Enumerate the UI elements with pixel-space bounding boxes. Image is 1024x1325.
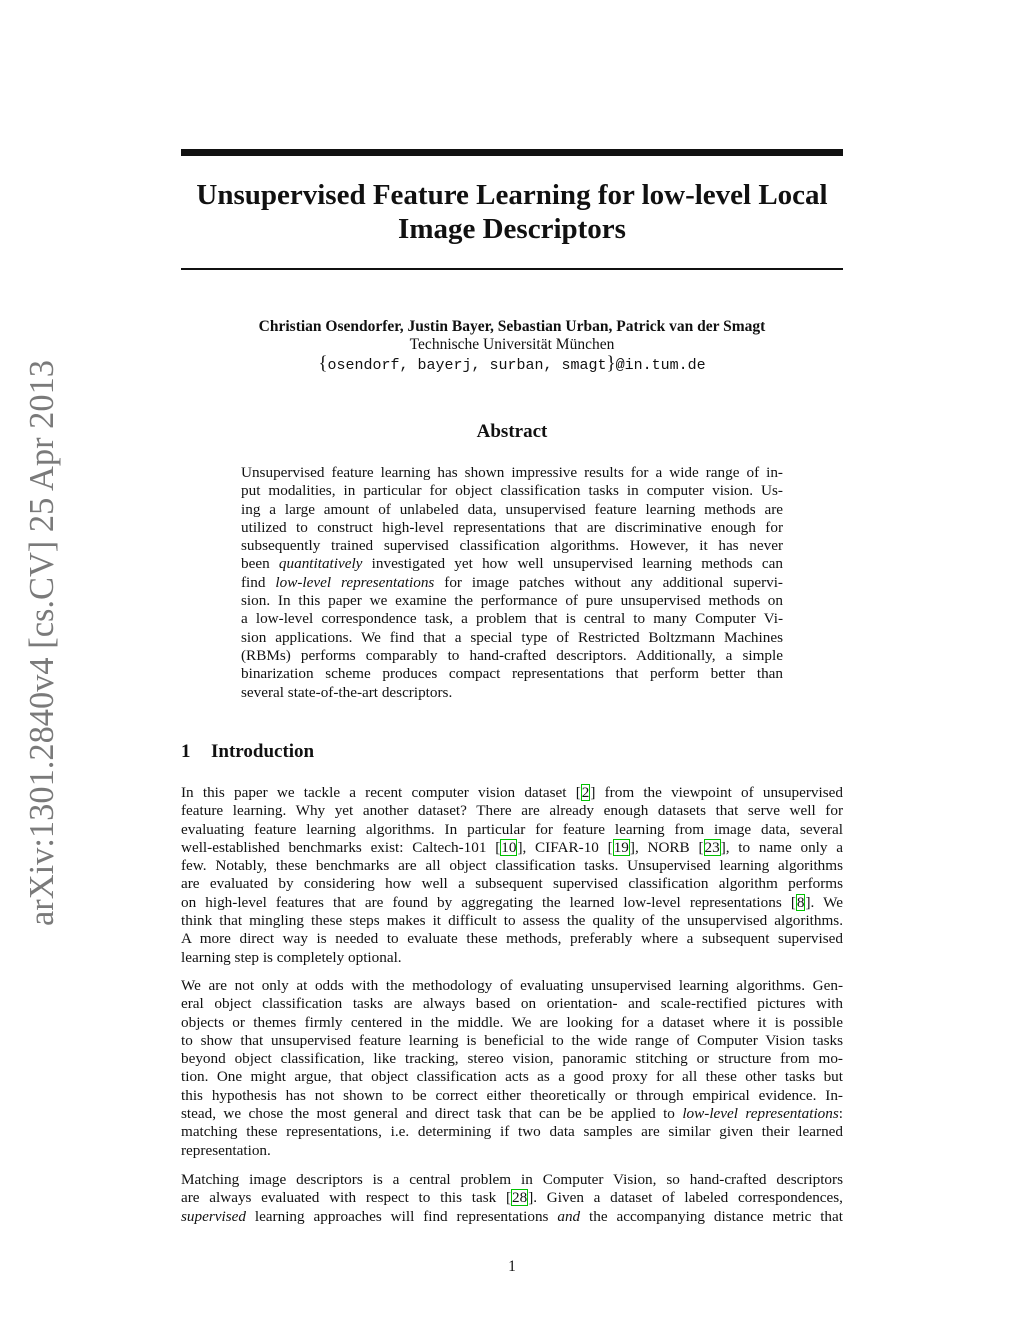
- abstract-line: put modalities, in particular for object classification tasks in computer vision. Us-: [241, 482, 783, 500]
- abstract-line: sion. In this paper we examine the performance of pure unsupervised methods on: [241, 592, 783, 610]
- paragraph-line: [181, 1189, 843, 1207]
- section-heading-introduction: [181, 740, 314, 764]
- paragraph-line: A more direct way is needed to evaluate these methods, preferably where a subsequent supervised: [181, 930, 843, 948]
- paragraph-line: evaluating feature learning algorithms. In particular for feature learning from image data, several: [181, 820, 843, 838]
- paragraph-line: matching these representations, i.e. determining if two data samples are similar given their learned: [181, 1123, 843, 1141]
- paragraph-line: eral object classification tasks are always based on orientation- and scale-rectified pictures with: [181, 995, 843, 1013]
- section-number: 1: [181, 741, 191, 762]
- citation-link[interactable]: 2: [581, 784, 590, 801]
- abstract-line: utilized to construct high-level representations that are discriminative enough for: [241, 518, 783, 536]
- text: In this paper we tackle a recent computer vision dataset [: [181, 784, 581, 801]
- page-number: 1: [508, 1258, 516, 1275]
- text: ], to name only a: [720, 838, 843, 856]
- abstract-line: ing a large amount of unlabeled data, unsupervised feature learning methods are: [241, 500, 783, 518]
- authors: Christian Osendorfer, Justin Bayer, Sebastian Urban, Patrick van der Smagt: [258, 318, 766, 335]
- citation-link[interactable]: 28: [512, 1189, 528, 1207]
- paragraph-line: We are not only at odds with the methodology of evaluating unsupervised learning algorithms. Gen-: [181, 977, 843, 994]
- intro-paragraph-2: [181, 977, 843, 1160]
- paragraph-line: few. Notably, these benchmarks are all object classification tasks. Unsupervised learning algorithms: [181, 857, 843, 875]
- citation-link[interactable]: 19: [613, 838, 629, 856]
- text: :: [838, 1105, 843, 1123]
- email-open-brace: {: [318, 353, 328, 374]
- text: ]. Given a dataset of labeled correspondences,: [528, 1189, 843, 1207]
- text: the accompanying distance metric that: [580, 1207, 843, 1225]
- affiliation: Technische Universität München: [409, 336, 615, 353]
- citation-link[interactable]: 10: [501, 838, 517, 856]
- emphasis: low-level representations: [275, 573, 435, 591]
- abstract-line: (RBMs) performs comparably to hand-crafted descriptors. Additionally, a simple: [241, 646, 783, 664]
- paragraph-line: [181, 1208, 843, 1226]
- text: well-established benchmarks exist: Caltech-101 [: [181, 838, 501, 856]
- text: ] from the viewpoint of unsupervised: [590, 784, 843, 801]
- author-emails: [181, 354, 843, 376]
- paragraph-line: feature learning. Why yet another dataset? There are already enough datasets that serve well for: [181, 802, 843, 820]
- paragraph-line: learning step is completely optional.: [181, 948, 402, 966]
- text: on high-level features that are found by aggregating the learned low-level representations [: [181, 893, 796, 911]
- paragraph-line: are evaluated by considering how well a subsequent supervised classification algorithm performs: [181, 875, 843, 893]
- abstract-line: [241, 555, 783, 573]
- text: learning approaches will find representations: [245, 1207, 558, 1225]
- abstract-text: find: [241, 573, 276, 591]
- paragraph-line: to show that unsupervised feature learning is beneficial to the wide range of Computer Vision tasks: [181, 1031, 843, 1049]
- abstract-line: sion applications. We find that a special type of Restricted Boltzmann Machines: [241, 628, 783, 646]
- title-line-1: Unsupervised Feature Learning for low-level Local: [196, 179, 828, 211]
- email-domain: @in.tum.de: [615, 357, 706, 374]
- emphasis: quantitatively: [278, 555, 363, 573]
- emphasis: and: [557, 1207, 581, 1225]
- email-names: osendorf, bayerj, surban, smagt: [327, 357, 607, 374]
- arxiv-id: arXiv:1301.2840v4 [cs.CV] 25 Apr 2013: [22, 358, 61, 926]
- paper-title: [181, 178, 843, 246]
- abstract-text: for image patches without any additional supervi-: [434, 573, 783, 591]
- paragraph-line: tion. One might argue, that object classification acts as a good proxy for all these other tasks but: [181, 1068, 843, 1086]
- paragraph-line: [181, 894, 843, 912]
- abstract-text: been: [241, 555, 279, 573]
- abstract-line: subsequently trained supervised classification algorithms. However, it has never: [241, 537, 783, 555]
- arxiv-stamp: [8, 358, 68, 928]
- text: ]. We: [805, 893, 843, 911]
- abstract-body: [241, 464, 783, 702]
- text: are always evaluated with respect to this task [: [181, 1189, 512, 1207]
- intro-paragraph-3: [181, 1171, 843, 1226]
- citation-link[interactable]: 8: [796, 893, 805, 911]
- paragraph-line: beyond object classification, like tracking, stereo vision, panoramic stitching or structure from mo-: [181, 1050, 843, 1068]
- abstract-line: [241, 574, 783, 592]
- paragraph-line: think that mingling these steps makes it difficult to assess the quality of the unsupervised algorithms.: [181, 912, 843, 930]
- email-close-brace: }: [606, 353, 616, 374]
- abstract-line: a low-level correspondence task, a problem that is central to many Computer Vi-: [241, 610, 783, 628]
- paragraph-line: this hypothesis has not shown to be correct either theoretically or through empirical evidence. In-: [181, 1086, 843, 1104]
- paragraph-line: representation.: [181, 1141, 271, 1159]
- citation-link[interactable]: 23: [704, 838, 720, 856]
- section-title: Introduction: [211, 741, 315, 762]
- paragraph-line: [181, 1105, 843, 1123]
- text: ], CIFAR-10 [: [517, 838, 613, 856]
- abstract-heading: Abstract: [476, 421, 548, 442]
- abstract-line: Unsupervised feature learning has shown impressive results for a wide range of in-: [241, 464, 783, 481]
- title-rule-bottom: [181, 268, 843, 270]
- text: stead, we chose the most general and direct task that can be be applied to: [181, 1105, 683, 1123]
- title-rule-top: [181, 149, 843, 156]
- abstract-line: binarization scheme produces compact representations that perform better than: [241, 665, 783, 683]
- abstract-line: several state-of-the-art descriptors.: [241, 683, 453, 701]
- paragraph-line: Matching image descriptors is a central problem in Computer Vision, so hand-crafted descriptors: [181, 1171, 843, 1188]
- paragraph-line: [181, 784, 843, 802]
- emphasis: low-level representations: [682, 1105, 839, 1123]
- abstract-text: investigated yet how well unsupervised learning methods can: [362, 555, 783, 573]
- emphasis: supervised: [181, 1207, 246, 1225]
- intro-paragraph-1: [181, 784, 843, 967]
- paragraph-line: objects or themes firmly centered in the middle. We are looking for a dataset where it is possible: [181, 1013, 843, 1031]
- paragraph-line: [181, 839, 843, 857]
- title-line-2: Image Descriptors: [398, 213, 626, 245]
- text: ], NORB [: [629, 838, 704, 856]
